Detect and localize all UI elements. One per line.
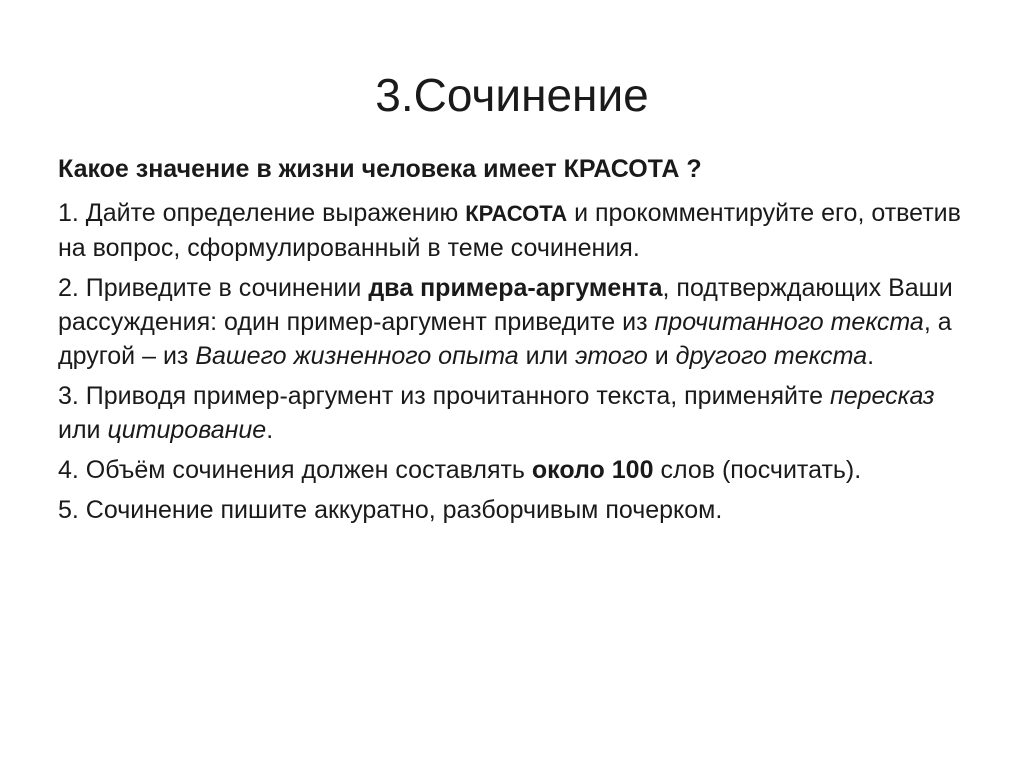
instruction-2-italic-3: этого [575,342,648,370]
instruction-4-bold: около 100 [531,456,654,484]
instruction-2-text-5: и [647,342,676,370]
instruction-2-text-6: . [867,342,875,370]
instruction-2-italic-4: другого текста [675,342,868,370]
instruction-5 [58,493,978,527]
instruction-1 [58,196,978,265]
instruction-2-italic-1: прочитанного текста [654,308,924,336]
instruction-3-italic-1: пересказ [829,382,935,410]
instruction-1-keyword: КРАСОТА [465,201,568,226]
instruction-2-bold: два примера-аргумента [368,274,663,302]
instruction-3-italic-2: цитирование [107,416,267,444]
instruction-2-text: 2. Приведите в сочинении [58,274,369,302]
instruction-3-text: 3. Приводя пример-аргумент из прочитанного текста, применяйте [58,382,830,410]
instruction-4-text-2: слов (посчитать). [653,456,862,484]
instruction-2 [58,271,978,373]
instruction-1-text: 1. Дайте определение выражению [58,199,466,227]
instruction-3-text-2: или [58,416,108,444]
slide-content [58,152,978,533]
instruction-4 [58,453,978,487]
essay-question: Какое значение в жизни человека имеет КРАСОТА ? [58,155,702,183]
instruction-4-text: 4. Объём сочинения должен составлять [58,456,532,484]
instruction-2-text-2: , подтверждающих Ваши рассуждения: один пример-аргумент приведите из [58,274,953,336]
instruction-2-italic-2: Вашего жизненного опыта [195,342,519,370]
instruction-2-text-3: , а другой – из [58,308,952,370]
instruction-3-text-3: . [266,416,274,444]
instruction-1-text-end: и прокомментируйте его, ответив на вопрос, сформулированный в теме сочинения. [58,199,961,262]
instruction-3 [58,379,978,447]
instruction-2-text-4: или [518,342,576,370]
slide-title: 3.Сочинение [375,69,649,121]
instruction-5-text: 5. Сочинение пишите аккуратно, разборчивым почерком. [58,496,723,524]
